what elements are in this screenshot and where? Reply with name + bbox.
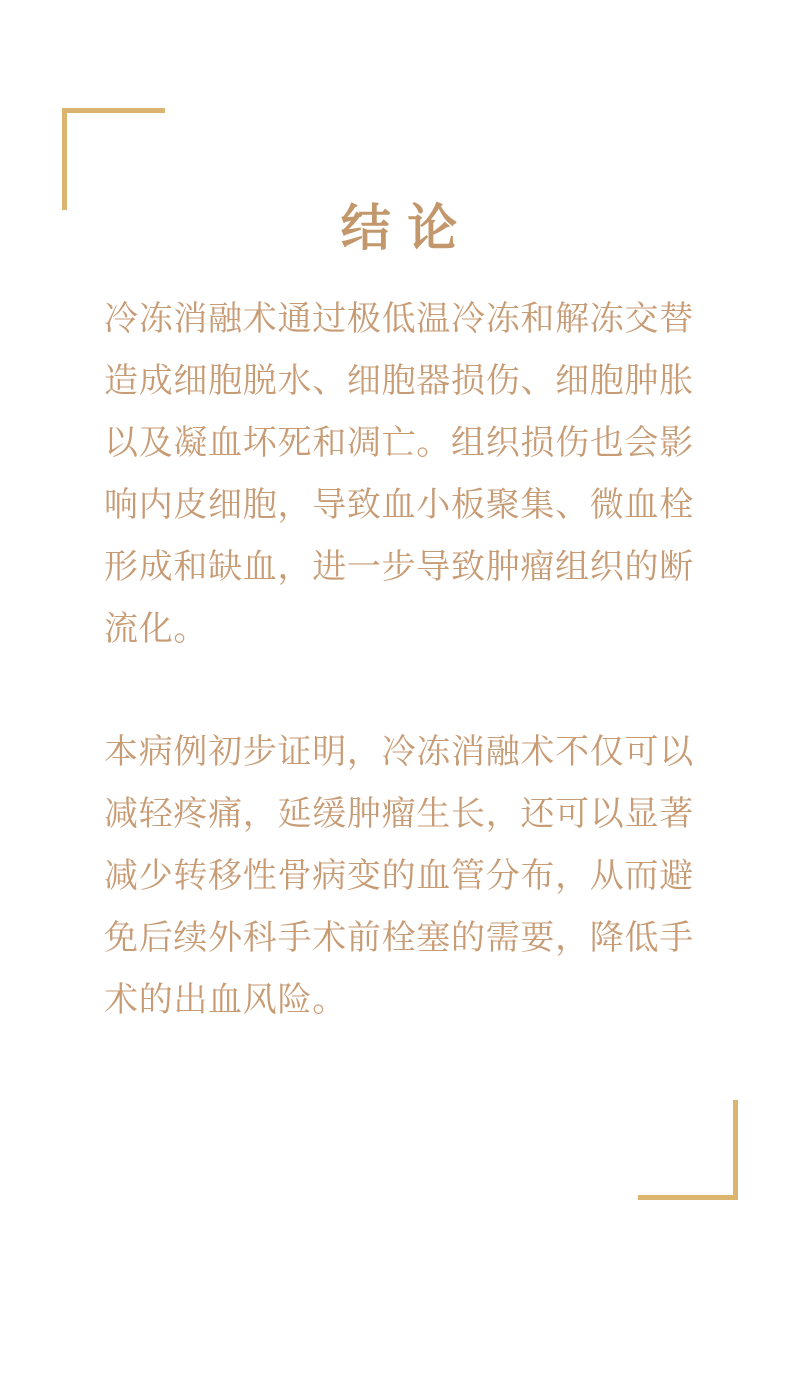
text-line: 减轻疼痛，延缓肿瘤生长，还可以显著 <box>104 795 694 833</box>
text-line: 以及凝血坏死和凋亡。组织损伤也会影 <box>104 424 694 462</box>
top-left-corner-bracket <box>62 108 165 210</box>
text-line: 造成细胞脱水、细胞器损伤、细胞肿胀 <box>104 362 694 400</box>
text-line: 减少转移性骨病变的血管分布，从而避 <box>104 857 694 895</box>
text-line: 本病例初步证明，冷冻消融术不仅可以 <box>104 733 694 771</box>
text-line: 流化。 <box>104 610 209 648</box>
text-line: 形成和缺血，进一步导致肿瘤组织的断 <box>104 548 694 586</box>
text-line: 响内皮细胞，导致血小板聚集、微血栓 <box>104 486 694 524</box>
paragraph-1 <box>104 288 700 660</box>
bottom-right-corner-bracket <box>638 1100 738 1200</box>
paragraph-2 <box>104 721 700 1031</box>
text-line: 冷冻消融术通过极低温冷冻和解冻交替 <box>104 300 694 338</box>
text-line: 术的出血风险。 <box>104 981 347 1019</box>
text-line: 免后续外科手术前栓塞的需要，降低手 <box>104 919 694 957</box>
page-title: 结 论 <box>340 200 460 256</box>
